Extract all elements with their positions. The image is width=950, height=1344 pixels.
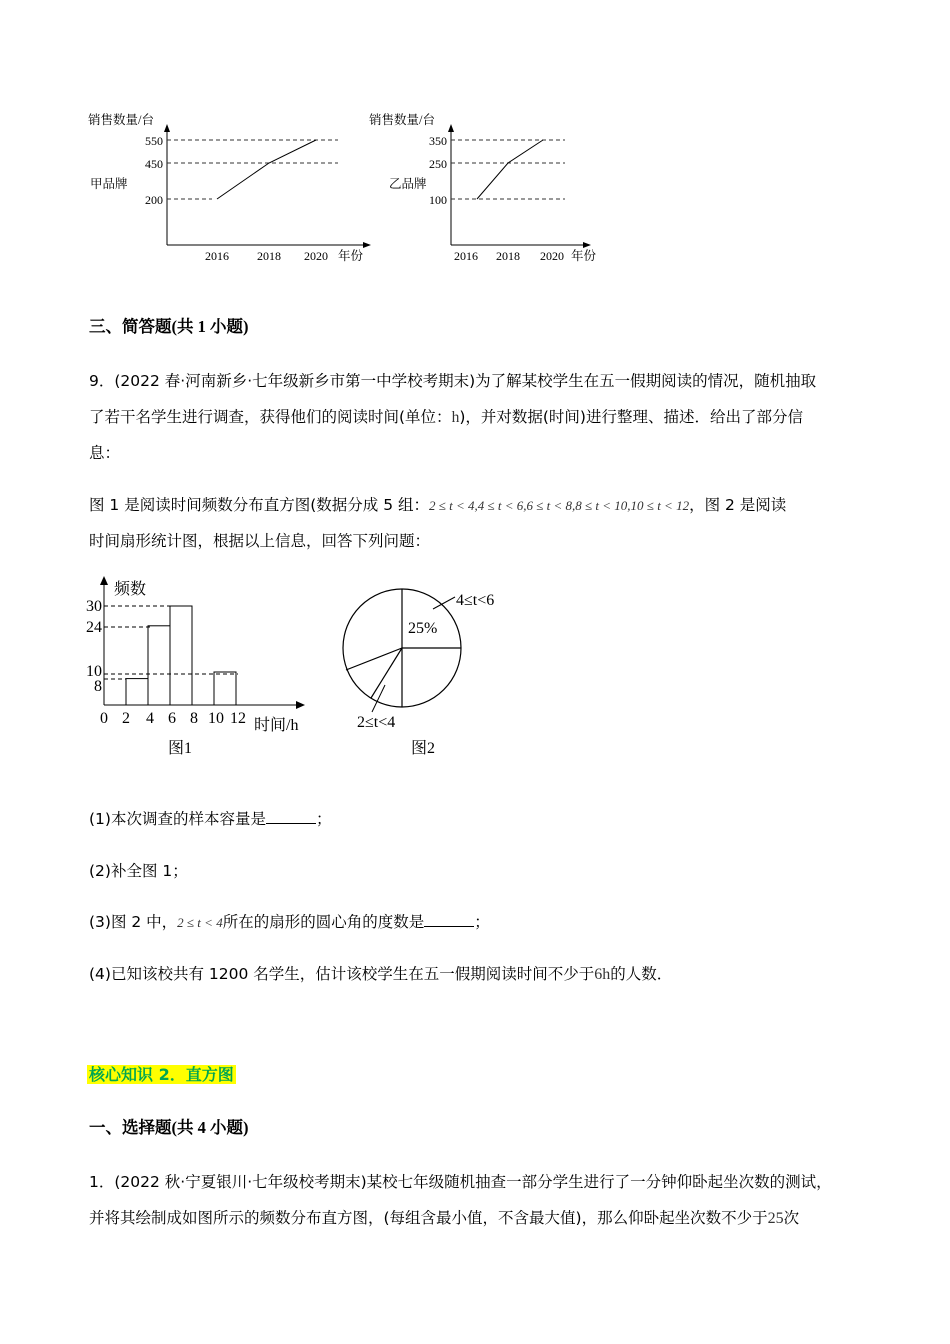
section-heading-short-answer: 三、简答题(共 1 小题) [89,317,249,336]
q9-sub1-end: ； [315,810,332,828]
answer-blank-3[interactable] [424,912,474,927]
q9-line4b: ，图 2 是阅读 [689,496,787,514]
q9-sub3-math: 2 ≤ t < 4 [177,915,223,930]
x-tick-2018: 2018 [496,249,520,263]
y-tick-30: 30 [86,598,102,615]
x-tick-2016: 2016 [205,249,229,263]
q1-line1: 1．(2022 秋·宁夏银川·七年级校考期末)某校七年级随机抽查一部分学生进行了一分钟仰卧起坐次数的测试， [89,1173,832,1191]
series-line [217,140,316,199]
q9-sub1-text: (1)本次调查的样本容量是 [89,810,266,828]
x-axis-arrow [296,701,305,709]
x-tick-2020: 2020 [304,249,328,263]
series-line [477,140,543,199]
x-axis-arrow [583,242,591,248]
y-tick-550: 550 [145,134,163,148]
answer-blank-1[interactable] [266,809,316,824]
y-tick-24: 24 [86,619,102,636]
figure-caption: 图2 [411,740,436,757]
x-tick-10: 10 [208,710,224,727]
line-chart-jia [80,108,380,268]
q9-groups-math: 2 ≤ t < 4,4 ≤ t < 6,6 ≤ t < 8,8 ≤ t < 10,10 ≤ t < 12 [428,498,690,513]
x-tick-12: 12 [230,710,246,727]
q1-line2b: 次 [783,1209,800,1227]
x-tick-2016: 2016 [454,249,478,263]
y-axis-label: 频数 [114,581,147,598]
x-axis-label: 时间/h [254,717,299,734]
q9-line3: 息： [89,444,121,462]
q9-sub4-math: 6h [594,966,611,983]
q9-sub4-text-a: (4)已知该校共有 1200 名学生，估计该校学生在五一假期阅读时间不少于 [89,965,595,983]
x-tick-8: 8 [190,710,198,727]
y-axis-arrow [448,124,454,132]
q1-line2 [89,1208,799,1229]
histogram-bar-10-12 [214,672,236,705]
figure-caption: 图1 [168,740,193,757]
pie-label-2-4: 2≤t<4 [357,714,396,731]
x-tick-2020: 2020 [540,249,564,263]
y-axis-label: 销售数量/台 [369,113,435,127]
leader-line-bottom [372,685,385,712]
y-tick-10: 10 [86,663,102,680]
q9-line4 [89,495,786,516]
q9-sub3-end: ； [474,913,490,931]
q9-line5: 时间扇形统计图，根据以上信息，回答下列问题： [89,532,431,550]
y-axis-label: 销售数量/台 [88,113,154,127]
series-label: 甲品牌 [90,177,128,191]
y-tick-100: 100 [429,193,447,207]
histogram-bar-4-6 [148,626,170,705]
y-axis-arrow [164,124,170,132]
y-tick-450: 450 [145,157,163,171]
pie-label-4-6: 4≤t<6 [456,592,495,609]
q1-math-25: 25 [767,1210,784,1227]
histogram-bar-2-4 [126,679,148,705]
x-tick-0: 0 [100,710,108,727]
histogram-bar-6-8 [170,606,192,705]
q9-sub3-text-a: (3)图 2 中， [89,913,178,931]
x-tick-4: 4 [146,710,154,727]
q9-sub3 [89,912,490,933]
section-heading-choice: 一、选择题(共 4 小题) [89,1118,249,1137]
pie-radius-lower-left [371,648,402,698]
pie-percent-25: 25% [408,620,438,637]
q9-line2b: )，并对数据(时间)进行整理、描述．给出了部分信 [459,408,803,426]
y-tick-350: 350 [429,134,447,148]
q9-sub2: (2)补全图 1； [89,862,188,880]
q9-line1: 9．(2022 春·河南新乡·七年级新乡市第一中学校考期末)为了解某校学生在五一假期阅读的情况，随机抽取 [89,372,817,390]
q9-line2a: 了若干名学生进行调查，获得他们的阅读时间(单位： [89,408,452,426]
q9-sub4-text-b: 的人数． [610,965,673,983]
x-tick-6: 6 [168,710,176,727]
y-axis-arrow [100,576,108,585]
series-label: 乙品牌 [389,177,427,191]
x-axis-label: 年份 [571,249,597,263]
y-tick-250: 250 [429,157,447,171]
y-tick-8: 8 [94,678,102,695]
q9-line4a: 图 1 是阅读时间频数分布直方图(数据分成 5 组： [89,496,429,514]
q1-line2a: 并将其绘制成如图所示的频数分布直方图，(每组含最小值，不含最大值)，那么仰卧起坐次数不少于 [89,1209,768,1227]
x-axis-label: 年份 [338,249,364,263]
y-tick-200: 200 [145,193,163,207]
q9-sub4 [89,964,672,985]
q9-sub1 [89,809,331,829]
q9-sub3-text-b: 所在的扇形的圆心角的度数是 [222,913,425,931]
x-tick-2: 2 [122,710,130,727]
histogram-figure-1 [80,572,320,762]
core-knowledge-heading-text: 核心知识 2．直方图 [89,1065,234,1084]
q9-line2 [89,407,803,428]
line-chart-yi [365,108,665,268]
unit-hour: h [451,409,460,426]
pie-radius-left [346,648,402,670]
x-tick-2018: 2018 [257,249,281,263]
core-knowledge-heading [87,1065,236,1085]
pie-figure-2 [335,555,535,765]
